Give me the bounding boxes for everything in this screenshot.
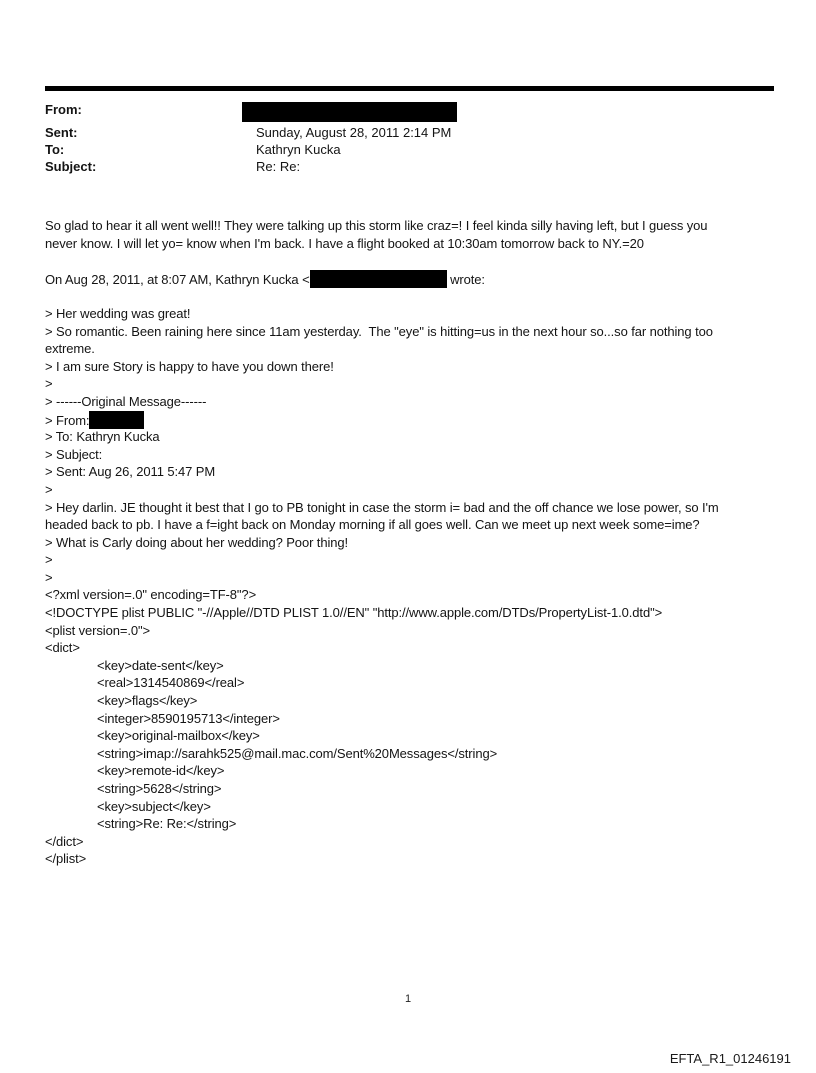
body-line-text: wrote: <box>446 271 485 287</box>
email-body <box>45 217 785 868</box>
subject-value: Re: Re: <box>256 159 301 174</box>
body-line: <!DOCTYPE plist PUBLIC "-//Apple//DTD PLIST 1.0//EN" "http://www.apple.com/DTDs/PropertyList-1.0.dtd"> <box>45 605 663 621</box>
header-row-from <box>45 101 457 124</box>
body-line: > Subject: <box>45 446 103 462</box>
body-line: <dict> <box>45 640 80 656</box>
body-line <box>45 252 785 270</box>
redaction-bar-from <box>242 102 457 122</box>
body-line: > <box>45 481 53 497</box>
body-line: </dict> <box>45 833 84 849</box>
body-line: <plist version=.0"> <box>45 622 150 638</box>
sent-value: Sunday, August 28, 2011 2:14 PM <box>256 125 452 140</box>
body-line: <real>1314540869</real> <box>97 675 245 691</box>
header-row-to <box>45 141 457 158</box>
body-line: > What is Carly doing about her wedding? Poor thing! <box>45 534 349 550</box>
subject-label: Subject: <box>45 159 97 174</box>
body-line: > Her wedding was great! <box>45 305 191 321</box>
body-line-text: > From: <box>45 412 90 428</box>
body-line: <key>date-sent</key> <box>97 657 224 673</box>
body-line: extreme. <box>45 341 95 357</box>
header-row-subject <box>45 158 457 175</box>
body-line: <?xml version=.0" encoding=TF-8"?> <box>45 587 257 603</box>
redaction-bar <box>310 270 447 288</box>
body-line <box>45 270 785 288</box>
email-header <box>45 101 457 175</box>
body-line <box>45 287 785 305</box>
bates-number: EFTA_R1_01246191 <box>669 1051 791 1066</box>
body-line: <string>5628</string> <box>97 781 222 796</box>
header-divider-rule <box>45 86 774 91</box>
body-line: headed back to pb. I have a f=ight back on Monday morning if all goes well. Can we meet up next week some=ime? <box>45 517 700 533</box>
body-line: > <box>45 376 53 392</box>
body-line: > Sent: Aug 26, 2011 5:47 PM <box>45 464 216 480</box>
body-line <box>45 411 785 429</box>
body-line: <integer>8590195713</integer> <box>97 710 280 726</box>
body-line: > So romantic. Been raining here since 11am yesterday. The "eye" is hitting=us in the next hour so...so far nothing too <box>45 323 713 339</box>
sent-label: Sent: <box>45 125 78 140</box>
from-label: From: <box>45 102 82 117</box>
body-line: > I am sure Story is happy to have you down there! <box>45 358 334 374</box>
body-line: > <box>45 569 53 585</box>
body-line: > Hey darlin. JE thought it best that I go to PB tonight in case the storm i= bad and the off chance we lose power, so I'm <box>45 499 719 515</box>
body-line: </plist> <box>45 851 87 867</box>
body-line: > <box>45 552 53 568</box>
body-line: <string>imap://sarahk525@mail.mac.com/Sent%20Messages</string> <box>97 745 498 761</box>
body-line: <key>remote-id</key> <box>97 763 225 779</box>
body-line: never know. I will let yo= know when I'm back. I have a flight booked at 10:30am tomorrow back to NY.=20 <box>45 235 644 251</box>
body-line: <key>original-mailbox</key> <box>97 728 260 744</box>
page-number: 1 <box>404 993 412 1005</box>
body-line-text: On Aug 28, 2011, at 8:07 AM, Kathryn Kucka < <box>45 271 310 287</box>
redaction-bar <box>89 411 144 429</box>
body-line: > ------Original Message------ <box>45 393 207 409</box>
body-line: > To: Kathryn Kucka <box>45 429 160 445</box>
header-row-sent <box>45 124 457 141</box>
body-line: <key>subject</key> <box>97 798 211 814</box>
body-line: <key>flags</key> <box>97 693 198 709</box>
body-line: <string>Re: Re:</string> <box>97 816 237 832</box>
to-value: Kathryn Kucka <box>256 142 341 157</box>
to-label: To: <box>45 142 65 157</box>
body-line: So glad to hear it all went well!! They were talking up this storm like craz=! I feel kinda silly having left, but I guess you <box>45 218 708 233</box>
